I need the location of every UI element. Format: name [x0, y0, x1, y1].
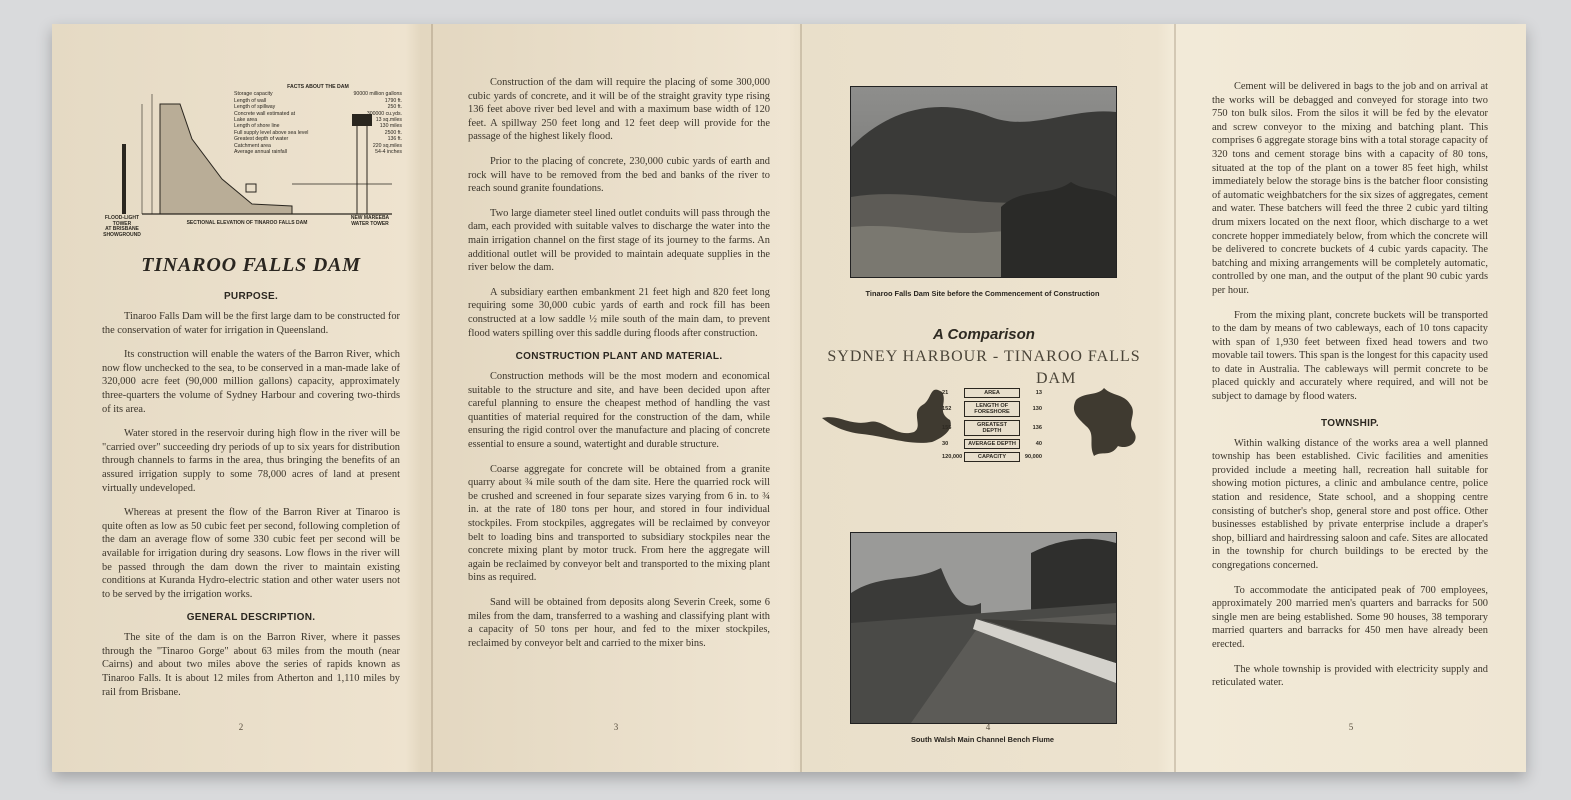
comparison-right-value: 13: [1035, 390, 1042, 396]
paragraph: Two large diameter steel lined outlet conduits will pass through the dam, each provided with suitable valves to discharge the water into the main irrigation channel on the first stage of its journey to the farms. An additional outlet will be provided to maintain adequate supplies in the river below the dam.: [468, 207, 770, 274]
fact-label: Length of spillway: [234, 104, 276, 111]
paragraph: Construction of the dam will require the placing of some 300,000 cubic yards of concrete, and it will be of the straight gravity type rising 136 feet above river bed level and with a maximum base width of 120 feet. A spillway 250 feet long and 12 feet deep will provide for the passage of the highest likely flood.: [468, 77, 770, 143]
paragraph: Water stored in the reservoir during high flow in the river will be "carried over" succeeding dry periods of up to six years for distribution through channels to farms in the area, thus bringing the benefits of an assured irrigation supply to some 78,000 acres of land at present virtually undeveloped.: [102, 428, 400, 494]
comparison-right-value: 40: [1035, 441, 1042, 447]
fact-label: Length of shore line: [234, 123, 280, 130]
page-number: 4: [985, 722, 991, 732]
page-title: TINAROO FALLS DAM: [141, 254, 361, 276]
paragraph: Its construction will enable the waters of the Barron River, which now flow unchecked to the sea, to be conserved in a man-made lake of 320,000 acre feet (90,000 million gallons) capacity, approximately three-quarters the volume of Sydney Harbour and covering two-thirds of its area.: [102, 349, 400, 415]
facts-list: [234, 91, 402, 155]
comparison-subtitle: SYDNEY HARBOUR - TINAROO FALLS: [827, 348, 1141, 365]
paragraph: Prior to the placing of concrete, 230,000 cubic yards of earth and rock will have to be removed from the bed and banks of the river to reach sound granite foundations.: [468, 155, 770, 195]
comparison-label: AREA: [964, 388, 1020, 398]
comparison-row: [942, 452, 1042, 462]
fact-label: Concrete wall estimated at: [234, 110, 296, 117]
comparison-left-value: 120,000: [942, 454, 963, 460]
paragraph: To accommodate the anticipated peak of 700 employees, approximately 200 married men's quarters and barracks for 500 single men are being established. Some 90 houses, 38 temporary married quarters and barracks for 450 men have already been erected.: [1212, 584, 1488, 650]
paragraph: Whereas at present the flow of the Barron River at Tinaroo is quite often as low as 50 cubic feet per second, following completion of the dam an average flow of some 330 cubic feet per second will be available for irrigation during dry seasons. Low flows in the river will be passed through the dam down the river to maintain existing conditions at Kuranda Hydro-electric station and other water users not to be served by the irrigation works.: [102, 507, 400, 600]
fact-value: 220 sq.miles: [372, 142, 402, 149]
facts-title: FACTS ABOUT THE DAM: [287, 84, 349, 90]
page-5: [1176, 24, 1526, 772]
paragraph: Coarse aggregate for concrete will be obtained from a granite quarry about ¾ mile south of the dam site. Here the quarried rock will be crushed and screened in four separate sizes varying from 6 in. to ¾ in. at the rate of 180 tons per hour, and stored in four individual stockpiles. From stockpiles, aggregates will be reclaimed by conveyor belt to loading bins and transported to subsidiary stockpiles near the concrete mixing plant by motor truck. From here the aggregate will again be reclaimed by conveyor belt and transported to the mixing plant bins as required.: [468, 463, 770, 584]
fact-value: 136 ft.: [387, 136, 402, 143]
purpose-heading: PURPOSE.: [223, 291, 279, 302]
fact-label: Full supply level above sea level: [234, 129, 309, 136]
left-label: FLOOD-LIGHT TOWER AT BRISBANE SHOWGROUND: [103, 215, 141, 238]
comparison-label: LENGTH OF FORESHORE: [964, 401, 1020, 417]
comparison-right-value: 90,000: [1024, 454, 1042, 460]
paragraph: From the mixing plant, concrete buckets will be transported to the dam by means of two cableways, each of 10 tons capacity with span of 1,930 feet between fixed head towers and two movable tail towers. This span is the longest for this capacity used to date in Australia. The cableways will permit concrete to be placed quickly and accurately where required, and will not be subject to damage by flood waters.: [1212, 309, 1488, 403]
fact-value: 130 miles: [379, 123, 402, 130]
comparison-row: [942, 420, 1042, 436]
construction-heading: CONSTRUCTION PLANT AND MATERIAL.: [515, 351, 723, 363]
center-label: SECTIONAL ELEVATION OF TINAROO FALLS DAM: [186, 220, 308, 226]
comparison-label: AVERAGE DEPTH: [964, 439, 1020, 449]
general-description-heading: GENERAL DESCRIPTION.: [186, 612, 316, 624]
paragraph: Cement will be delivered in bags to the job and on arrival at the works will be debagged and conveyed for storage into two 750 ton bulk silos. From the silos it will be fed by the elevator and screw conveyor to the mixing and batching plant. This comprises 6 aggregate storage bins with a total storage capacity of 320 tons and cement storage bins with a capacity of 80 tons, situated at the top of the plant on a tower 85 feet high, whilst immediately below the storage bins is the batcher floor consisting of automatic weighbatchers for the six sizes of aggregates, cement and water. These batchers will feed the three 2 cubic yard tilting drum mixers located on the next floor, which discharge to a wet concrete hopper immediately below, from which the concrete will be delivered to concrete buckets of 4 cubic yards capacity. The batching and mixing arrangements will be completely automatic, controlled by one man, and the output of the plant 90 cubic yards per hour.: [1212, 81, 1488, 296]
fact-label: Average annual rainfall: [234, 149, 287, 156]
paragraph: A subsidiary earthen embankment 21 feet high and 820 feet long requiring some 30,000 cubic yards of earth and rock fill has been constructed at a low saddle ½ mile south of the main dam, to prevent flood waters spilling over this saddle during floods after construction.: [468, 286, 770, 339]
comparison-left-value: 155: [942, 425, 952, 431]
page-3: [432, 24, 800, 772]
comparison-label: CAPACITY: [964, 452, 1020, 462]
photo-caption: Tinaroo Falls Dam Site before the Commencement of Construction: [865, 289, 1100, 298]
fact-value: 300000 cu.yds.: [366, 110, 402, 117]
fact-value: 90000 million gallons: [353, 91, 402, 98]
fact-row: [234, 149, 402, 155]
comparison-right-value: 130: [1032, 406, 1042, 412]
fact-value: 54-4 inches: [375, 149, 402, 156]
right-label: NEW MAREEBA WATER TOWER: [350, 215, 390, 227]
fact-value: 1790 ft.: [384, 97, 402, 104]
bench-flume-photo: [850, 532, 1117, 724]
page-4: [802, 24, 1174, 772]
photo-caption: South Walsh Main Channel Bench Flume: [910, 735, 1055, 744]
comparison-table: [942, 388, 1042, 465]
page-2: [52, 24, 430, 772]
fact-label: Catchment area: [234, 142, 271, 149]
page-number: 5: [1348, 722, 1354, 732]
paragraph: The site of the dam is on the Barron River, where it passes through the "Tinaroo Gorge" about 63 miles from the mouth (near Cairns) and about two miles above the series of rapids known as Tinaroo Falls. It is about 12 miles from Atherton and 1,110 miles by rail from Brisbane.: [102, 632, 400, 698]
fact-value: 250 ft.: [387, 104, 402, 111]
fact-label: Greatest depth of water: [234, 136, 289, 143]
fact-label: Storage capacity: [234, 91, 273, 98]
dam-site-photo: [850, 86, 1117, 278]
dam-elevation-diagram: [102, 84, 402, 244]
fact-label: Lake area: [234, 117, 258, 124]
comparison-left-value: 152: [942, 406, 952, 412]
paragraph: Tinaroo Falls Dam will be the first large dam to be constructed for the conservation of water for irrigation in Queensland.: [102, 311, 400, 336]
facts-box: [234, 84, 402, 155]
fact-label: Length of wall: [234, 97, 267, 104]
paragraph: Within walking distance of the works area a well planned township has been established. Civic facilities and amenities provided include a meeting hall, recreation hall suitable for showing motion pictures, a clinic and ambulance centre, police station and residence, State school, and a shopping centre consisting of butcher's shop, general store and post office. Other businesses established by private enterprise include a draper's shop, billiard and hairdressing saloon and cafe. Sites are allocated in the township for church buildings to be erected by the congregations concerned.: [1212, 437, 1488, 571]
township-heading: TOWNSHIP.: [1321, 417, 1379, 429]
comparison-title: A Comparison: [933, 326, 1035, 343]
comparison-left-value: 21: [942, 390, 949, 396]
comparison-left-value: 30: [942, 441, 949, 447]
comparison-subtitle-dam: DAM: [1036, 370, 1077, 387]
comparison-label: GREATEST DEPTH: [964, 420, 1020, 436]
comparison-row: [942, 439, 1042, 449]
paragraph: Construction methods will be the most modern and economical suitable to the structure and site, and have been decided upon after careful planning to ensure the cheapest method of handling the vast quantities of material required for the construction of the dam, while ensuring the rigid control over the manufacture and placing of concrete essential to ensure a sound, watertight and durable structure.: [468, 371, 770, 451]
paragraph: Sand will be obtained from deposits along Severin Creek, some 6 miles from the dam, transferred to a washing and classifying plant with a capacity of 50 tons per hour, and fed to the mixer stockpiles, reclaimed by conveyor belt and carried to the mixer bins.: [468, 597, 770, 649]
comparison-graphic: [814, 326, 1154, 496]
page-number: 2: [238, 722, 244, 732]
fact-value: 2500 ft.: [384, 129, 402, 136]
paragraph: The whole township is provided with electricity supply and reticulated water.: [1212, 663, 1488, 689]
comparison-row: [942, 401, 1042, 417]
comparison-right-value: 136: [1032, 425, 1042, 431]
page-number: 3: [613, 722, 619, 732]
fact-value: 13 sq.miles: [375, 117, 402, 124]
comparison-row: [942, 388, 1042, 398]
